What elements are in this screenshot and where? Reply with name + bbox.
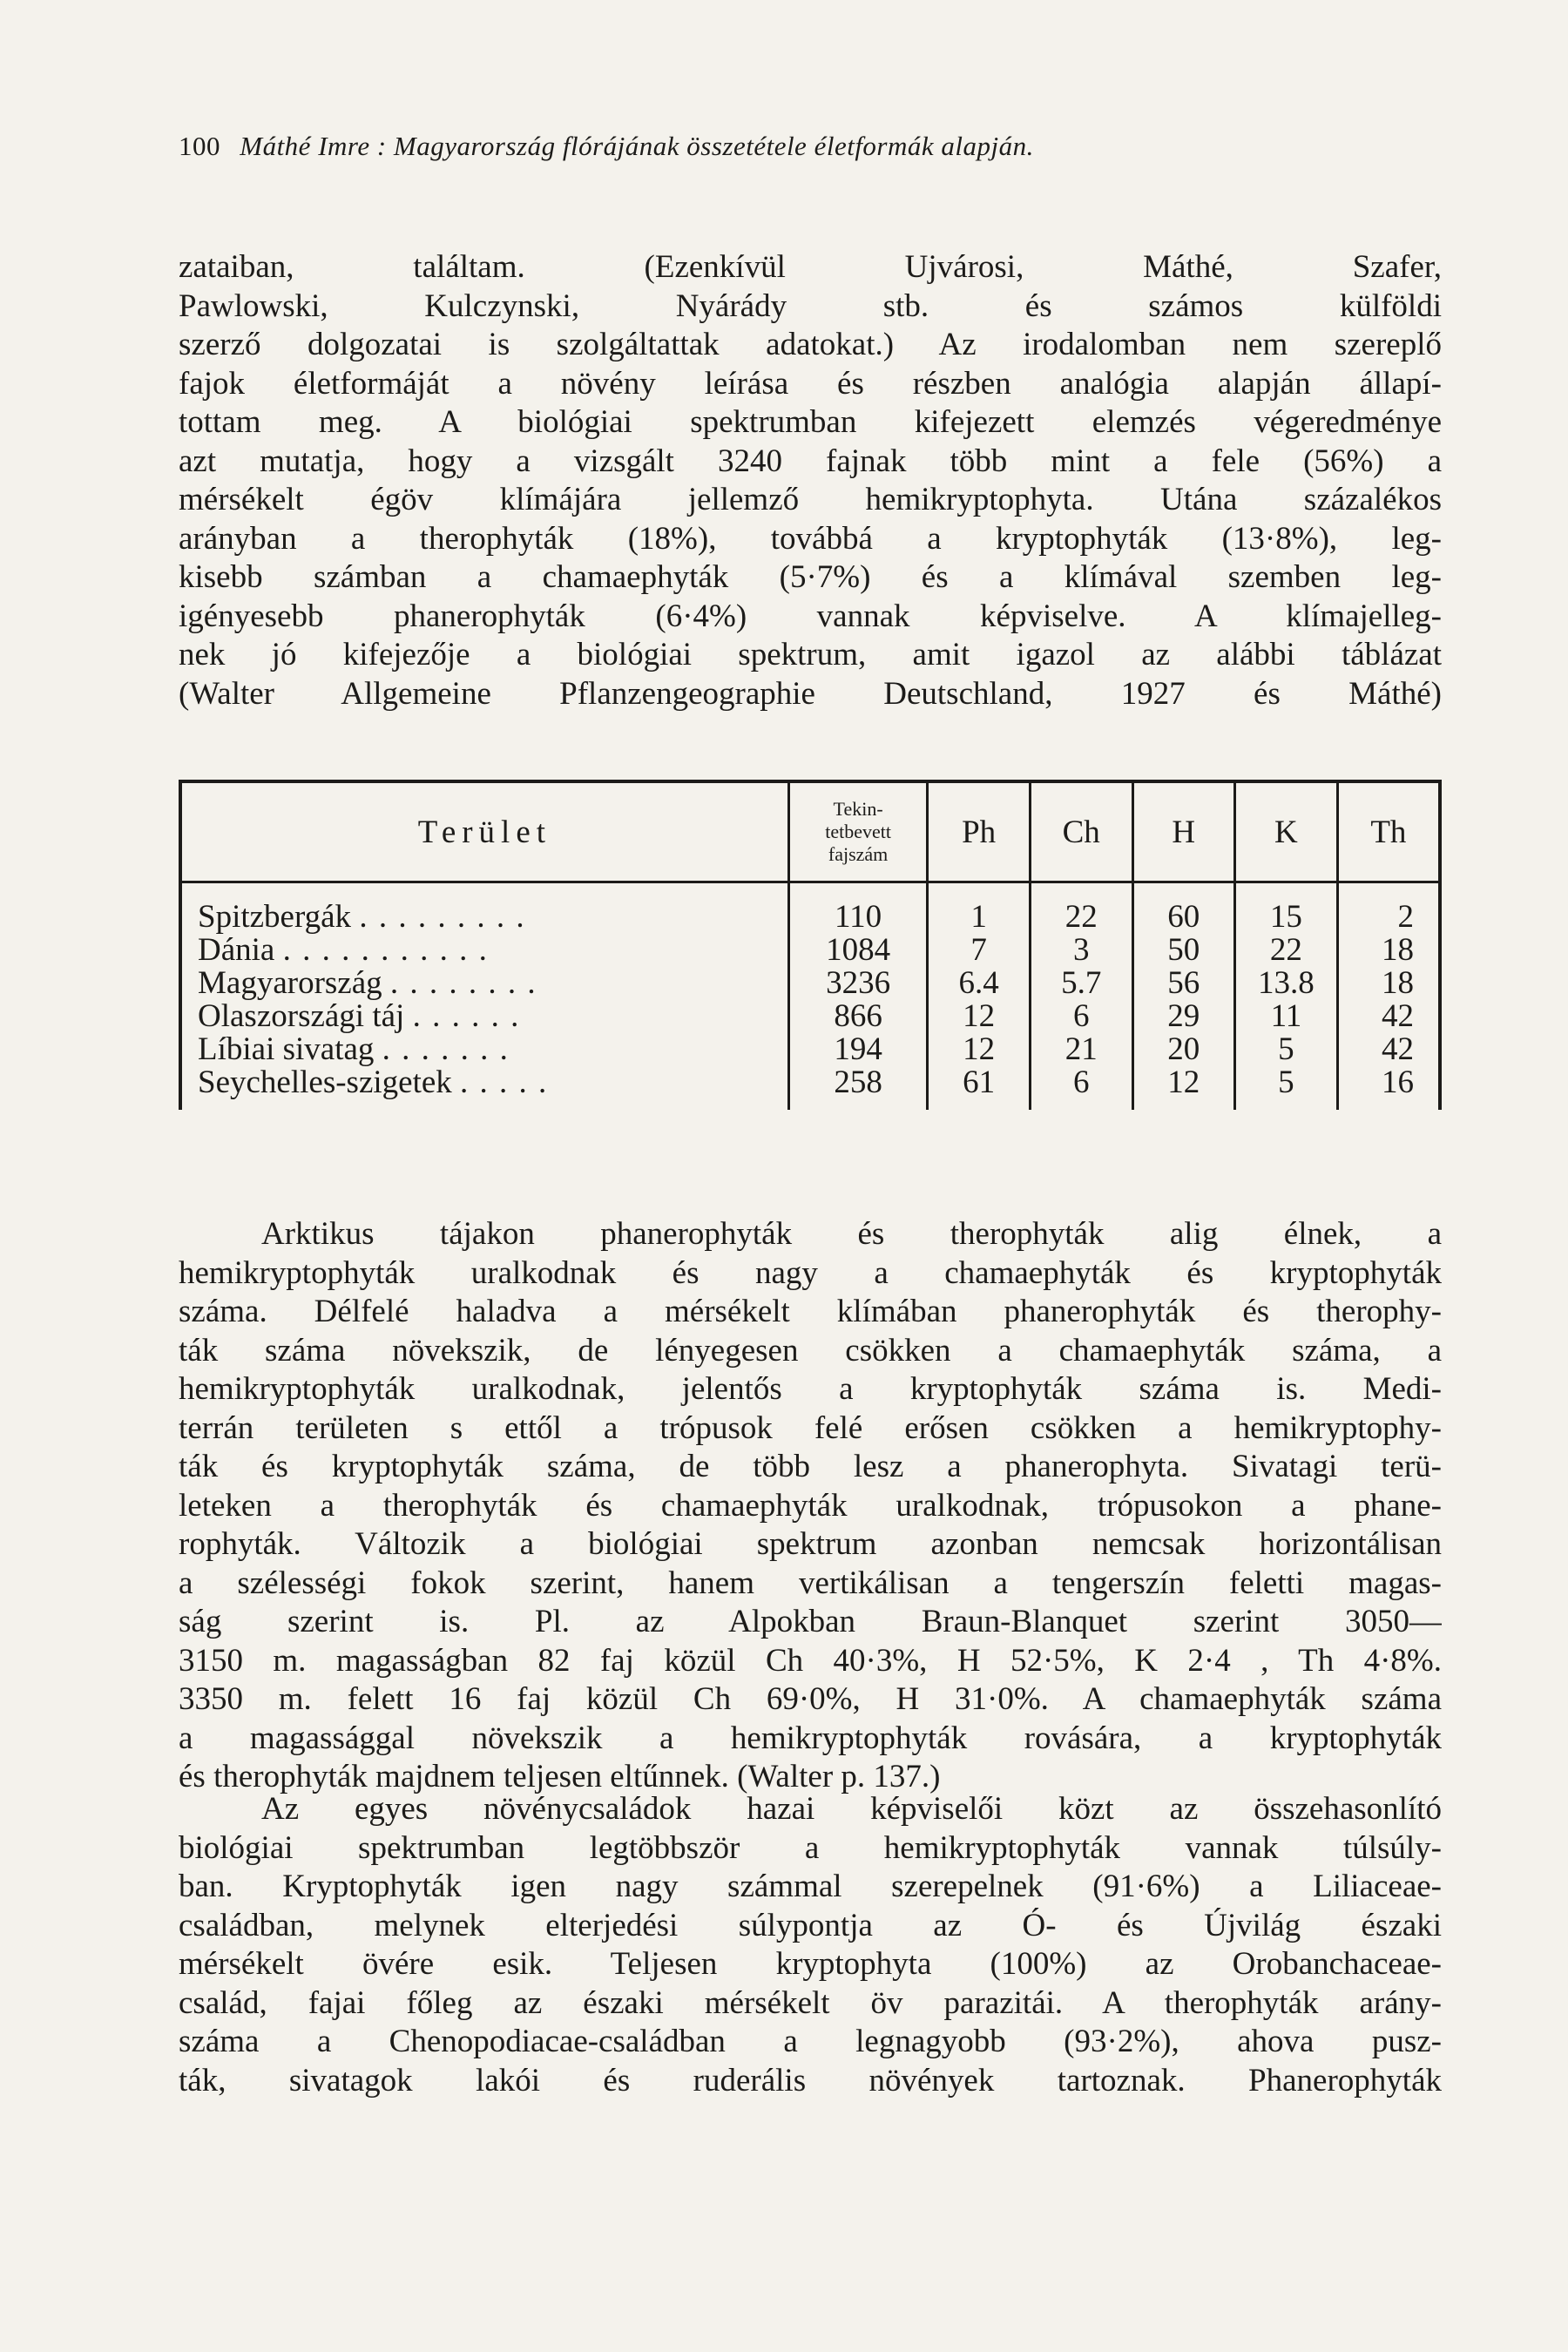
cell-area bbox=[180, 1000, 788, 1033]
text-line: családban, melynek elterjedési súlypontja az Ó- és Újvilág északi bbox=[179, 1907, 1442, 1943]
paragraph-arctic bbox=[179, 1215, 1442, 1797]
text-line: leteken a therophyták és chamaephyták uralkodnak, trópusokon a phane- bbox=[179, 1487, 1442, 1524]
paragraph-families bbox=[179, 1790, 1442, 2100]
cell-th: 18 bbox=[1337, 934, 1440, 967]
table-row bbox=[180, 1066, 1440, 1110]
text-line: 3150 m. magasságban 82 faj közül Ch 40·3%, H 52·5%, K 2·4 , Th 4·8%. bbox=[179, 1642, 1442, 1679]
cell-h: 29 bbox=[1132, 1000, 1235, 1033]
header-count-line: tetbevett bbox=[825, 821, 891, 842]
cell-ch: 22 bbox=[1030, 882, 1132, 935]
text-line: Arktikus tájakon phanerophyták és therophyták alig élnek, a bbox=[261, 1216, 1442, 1252]
cell-ph: 12 bbox=[928, 1000, 1031, 1033]
text-line: mérsékelt övére esik. Teljesen kryptophyta (100%) az Orobanchaceae- bbox=[179, 1946, 1442, 1982]
text-line: ták száma növekszik, de lényegesen csökken a chamaephyták száma, a bbox=[179, 1332, 1442, 1369]
cell-th: 2 bbox=[1337, 882, 1440, 935]
cell-th: 42 bbox=[1337, 1000, 1440, 1033]
text-line: nek jó kifejezője a biológiai spektrum, amit igazol az alábbi táblázat bbox=[179, 637, 1442, 672]
cell-h: 60 bbox=[1132, 882, 1235, 935]
header-count-line: fajszám bbox=[828, 843, 889, 865]
text-line: Az egyes növénycsaládok hazai képviselői közt az összehasonlító bbox=[261, 1791, 1442, 1827]
life-form-spectrum-table bbox=[179, 780, 1442, 1110]
cell-h: 20 bbox=[1132, 1033, 1235, 1066]
area-name: Líbiai sivatag bbox=[198, 1033, 375, 1066]
cell-k: 5 bbox=[1235, 1033, 1338, 1066]
text-line: ták és kryptophyták száma, de több lesz a phanerophyta. Sivatagi terü- bbox=[179, 1449, 1442, 1484]
area-name: Dánia bbox=[198, 934, 275, 967]
leader-dots: . . . . . . bbox=[412, 1000, 521, 1033]
text-line: zataiban, találtam. (Ezenkívül Ujvárosi, Máthé, Szafer, bbox=[179, 249, 1442, 285]
cell-area bbox=[180, 882, 788, 935]
running-title: Máthé Imre : Magyarország flórájának összetétele életformák alapján. bbox=[240, 131, 1034, 161]
text-line: hemikryptophyták uralkodnak és nagy a chamaephyták és kryptophyták bbox=[179, 1254, 1442, 1291]
table-row bbox=[180, 1000, 1440, 1033]
text-line: és therophyták majdnem teljesen eltűnnek. (Walter p. 137.) bbox=[179, 1759, 941, 1794]
cell-k: 13.8 bbox=[1235, 967, 1338, 1000]
cell-ph: 1 bbox=[928, 882, 1031, 935]
cell-area bbox=[180, 934, 788, 967]
area-name: Spitzbergák bbox=[198, 899, 352, 934]
paragraph-intro bbox=[179, 248, 1442, 713]
page-number: 100 bbox=[179, 131, 220, 161]
table-row bbox=[180, 934, 1440, 967]
text-line: hemikryptophyták uralkodnak, jelentős a kryptophyták száma is. Medi- bbox=[179, 1371, 1442, 1407]
text-line: a magassággal növekszik a hemikryptophyták rovására, a kryptophyták bbox=[179, 1720, 1442, 1756]
text-line: biológiai spektrumban legtöbbször a hemikryptophyták vannak túlsúly- bbox=[179, 1829, 1442, 1866]
text-line: 3350 m. felett 16 faj közül Ch 69·0%, H 31·0%. A chamaephyták száma bbox=[179, 1681, 1442, 1717]
text-line: tottam meg. A biológiai spektrumban kifejezett elemzés végeredménye bbox=[179, 404, 1442, 440]
leader-dots: . . . . . . . . . bbox=[359, 899, 526, 934]
cell-count: 194 bbox=[788, 1033, 928, 1066]
text-line: Pawlowski, Kulczynski, Nyárády stb. és számos külföldi bbox=[179, 287, 1442, 324]
header-species-count bbox=[788, 781, 928, 882]
text-line: fajok életformáját a növény leírása és részben analógia alapján állapí- bbox=[179, 365, 1442, 402]
area-name: Olaszországi táj bbox=[198, 1000, 405, 1033]
text-line: azt mutatja, hogy a vizsgált 3240 fajnak több mint a fele (56%) a bbox=[179, 443, 1442, 479]
text-line: száma a Chenopodiacae-családban a legnagyobb (93·2%), ahova pusz- bbox=[179, 2024, 1442, 2059]
leader-dots: . . . . . . . bbox=[382, 1033, 510, 1066]
header-area: Terület bbox=[180, 781, 788, 882]
leader-dots: . . . . . . . . bbox=[389, 967, 537, 1000]
table-row bbox=[180, 967, 1440, 1000]
text-line: száma. Délfelé haladva a mérsékelt klímában phanerophyták és therophy- bbox=[179, 1294, 1442, 1329]
text-line: arányban a therophyták (18%), továbbá a kryptophyták (13·8%), leg- bbox=[179, 520, 1442, 557]
cell-k: 22 bbox=[1235, 934, 1338, 967]
text-line: igényesebb phanerophyták (6·4%) vannak képviselve. A klímajelleg- bbox=[179, 598, 1442, 634]
cell-ph: 12 bbox=[928, 1033, 1031, 1066]
text-line: ban. Kryptophyták igen nagy számmal szerepelnek (91·6%) a Liliaceae- bbox=[179, 1869, 1442, 1904]
text-line: ság szerint is. Pl. az Alpokban Braun-Blanquet szerint 3050— bbox=[179, 1604, 1442, 1639]
text-line: ták, sivatagok lakói és ruderális növények tartoznak. Phanerophyták bbox=[179, 2062, 1442, 2099]
cell-ph: 7 bbox=[928, 934, 1031, 967]
cell-count: 110 bbox=[788, 882, 928, 935]
area-name: Seychelles-szigetek bbox=[198, 1066, 452, 1100]
header-th: Th bbox=[1337, 781, 1440, 882]
cell-th: 16 bbox=[1337, 1066, 1440, 1110]
running-header bbox=[179, 131, 1450, 162]
cell-ch: 3 bbox=[1030, 934, 1132, 967]
cell-th: 18 bbox=[1337, 967, 1440, 1000]
cell-ch: 6 bbox=[1030, 1000, 1132, 1033]
cell-count: 866 bbox=[788, 1000, 928, 1033]
cell-h: 12 bbox=[1132, 1066, 1235, 1110]
cell-ch: 6 bbox=[1030, 1066, 1132, 1110]
cell-count: 1084 bbox=[788, 934, 928, 967]
area-name: Magyarország bbox=[198, 967, 382, 1000]
leader-dots: . . . . . . . . . . . bbox=[282, 934, 489, 967]
cell-area bbox=[180, 1033, 788, 1066]
header-ch: Ch bbox=[1030, 781, 1132, 882]
table-row bbox=[180, 1033, 1440, 1066]
cell-ch: 21 bbox=[1030, 1033, 1132, 1066]
cell-area bbox=[180, 1066, 788, 1110]
cell-k: 15 bbox=[1235, 882, 1338, 935]
cell-ph: 61 bbox=[928, 1066, 1031, 1110]
text-line: rophyták. Változik a biológiai spektrum azonban nemcsak horizontálisan bbox=[179, 1526, 1442, 1562]
table-header-row bbox=[180, 781, 1440, 882]
cell-k: 11 bbox=[1235, 1000, 1338, 1033]
cell-ch: 5.7 bbox=[1030, 967, 1132, 1000]
cell-h: 56 bbox=[1132, 967, 1235, 1000]
header-h: H bbox=[1132, 781, 1235, 882]
header-ph: Ph bbox=[928, 781, 1031, 882]
table-row bbox=[180, 882, 1440, 935]
cell-k: 5 bbox=[1235, 1066, 1338, 1110]
leader-dots: . . . . . bbox=[460, 1066, 549, 1100]
header-count-line: Tekin- bbox=[833, 798, 883, 820]
cell-area bbox=[180, 967, 788, 1000]
text-line: (Walter Allgemeine Pflanzengeographie Deutschland, 1927 és Máthé) bbox=[179, 675, 1442, 712]
text-line: család, fajai főleg az északi mérsékelt öv parazitái. A therophyták arány- bbox=[179, 1984, 1442, 2021]
cell-th: 42 bbox=[1337, 1033, 1440, 1066]
cell-ph: 6.4 bbox=[928, 967, 1031, 1000]
cell-count: 258 bbox=[788, 1066, 928, 1110]
cell-count: 3236 bbox=[788, 967, 928, 1000]
cell-h: 50 bbox=[1132, 934, 1235, 967]
header-k: K bbox=[1235, 781, 1338, 882]
text-line: kisebb számban a chamaephyták (5·7%) és a klímával szemben leg- bbox=[179, 559, 1442, 595]
text-line: a szélességi fokok szerint, hanem vertikálisan a tengerszín feletti magas- bbox=[179, 1565, 1442, 1601]
text-line: terrán területen s ettől a trópusok felé erősen csökken a hemikryptophy- bbox=[179, 1409, 1442, 1446]
text-line: mérsékelt égöv klímájára jellemző hemikryptophyta. Utána százalékos bbox=[179, 482, 1442, 517]
text-line: szerző dolgozatai is szolgáltattak adatokat.) Az irodalomban nem szereplő bbox=[179, 327, 1442, 362]
